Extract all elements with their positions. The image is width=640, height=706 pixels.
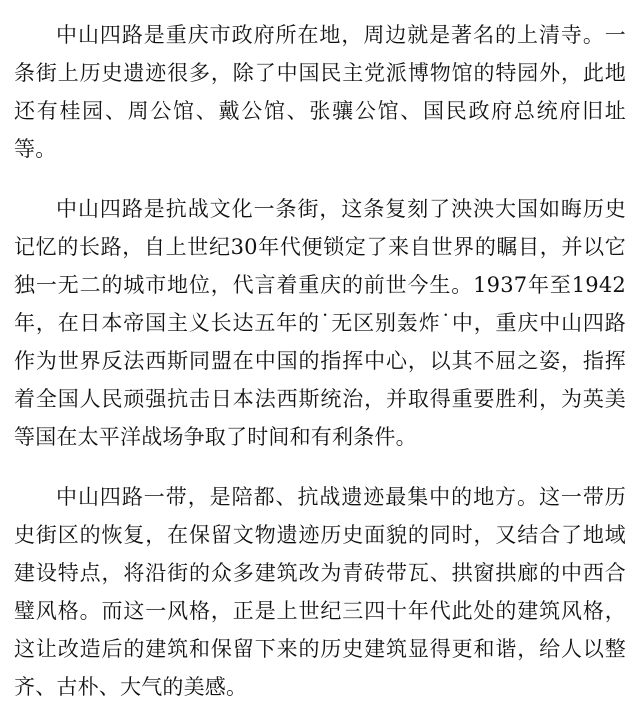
paragraph: 中山四路是抗战文化一条街，这条复刻了泱泱大国如晦历史记忆的长路，自上世纪30年代便锁定了来自世界的瞩目，并以它独一无二的城市地位，代言着重庆的前世今生。1937年至1942年，在日本帝国主义长达五年的˙无区别轰炸˙中，重庆中山四路作为世界反法西斯同盟在中国的指挥中心，以其不屈之姿，指挥着全国人民顽强抗击日本法西斯统治，并取得重要胜利，为英美等国在太平洋战场争取了时间和有利条件。 <box>14 197 626 449</box>
paragraph: 中山四路是重庆市政府所在地，周边就是著名的上清寺。一条街上历史遗迹很多，除了中国民主党派博物馆的特园外，此地还有桂园、周公馆、戴公馆、张骧公馆、国民政府总统府旧址等。 <box>14 23 626 161</box>
paragraph: 中山四路一带，是陪都、抗战遗迹最集中的地方。这一带历史街区的恢复，在保留文物遗迹历史面貌的同时，又结合了地域建设特点，将沿街的众多建筑改为青砖带瓦、拱窗拱廊的中西合璧风格。而这一风格，正是上世纪三四十年代此处的建筑风格，这让改造后的建筑和保留下来的历史建筑显得更和谐，给人以整齐、古朴、大气的美感。 <box>14 485 626 699</box>
